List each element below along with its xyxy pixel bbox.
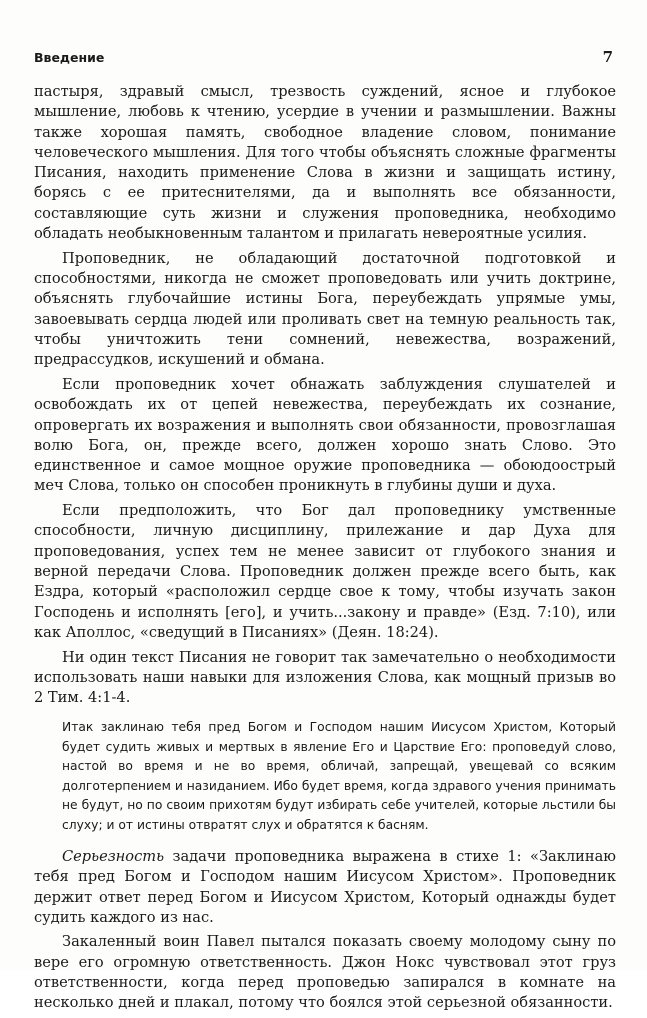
paragraph-1: пастыря, здравый смысл, трезвость суждений, ясное и глубокое мышление, любовь к чтению, усердие в учении и размышлении. Важны также хорошая память, свободное владение словом, понимание человеческого мышления. Для того чтобы объяснять сложные фрагменты Писания, находить применение Слова в жизни и защищать истину, борясь с ее притеснителями, да и выполнять все обязанности, составляющие суть жизни и служения проповедника, необходимо обладать необыкновенным талантом и прилагать невероятные усилия. <box>34 83 616 243</box>
body-text <box>34 82 616 1018</box>
scripture-quote: Итак заклинаю тебя пред Богом и Господом нашим Иисусом Христом, Который будет судить живых и мертвых в явление Его и Царствие Его: проповедуй слово, настой во время и не во время, обличай, запрещай, увещевай со всяким долготерпением и назиданием. Ибо будет время, когда здравого учения принимать не будут, но по своим прихотям будут избирать себе учителей, которые льстили бы слуху; и от истины отвратят слух и обратятся к басням. <box>62 720 616 832</box>
emphasis-seriousness: Серьезность <box>62 847 165 865</box>
paragraph-2: Проповедник, не обладающий достаточной подготовкой и способностями, никогда не сможет проповедовать или учить доктрине, объяснять глубочайшие истины Бога, переубеждать упрямые умы, завоевывать сердца людей или проливать свет на темную реальность так, чтобы уничтожить тени сомнений, невежества, возражений, предрассудков, искушений и обмана. <box>34 249 616 369</box>
running-header <box>34 48 613 68</box>
paragraph-4: Если предположить, что Бог дал проповеднику умственные способности, личную дисциплину, прилежание и дар Духа для проповедования, успех тем не менее зависит от глубокого знания и верной передачи Слова. Проповедник должен прежде всего быть, как Ездра, который «расположил сердце свое к тому, чтобы изучать закон Господень и исполнять [его], и учить...закону и правде» (Езд. 7:10), или как Аполлос, «сведущий в Писаниях» (Деян. 18:24). <box>34 502 616 641</box>
paragraph-3: Если проповедник хочет обнажать заблуждения слушателей и освобождать их от цепей невежества, переубеждать их сознание, опровергать их возражения и выполнять свои обязанности, провозглашая волю Бога, он, прежде всего, должен хорошо знать Слово. Это единственное и самое мощное оружие проповедника — обоюдоострый меч Слова, только он способен проникнуть в глубины души и духа. <box>34 375 616 495</box>
paragraph-6-text: задачи проповедника выражена в стихе 1: «Заклинаю тебя пред Богом и Господом нашим Иисусом Христом». Проповедник держит ответ перед Богом и Иисусом Христом, Который однажды будет судить каждого из нас. <box>34 847 616 926</box>
section-title: Введение <box>34 50 105 65</box>
page-number: 7 <box>602 48 613 66</box>
paragraph-7: Закаленный воин Павел пытался показать своему молодому сыну по вере его огромную ответственность. Джон Нокс чувствовал этот груз ответственности, когда перед проповедью запирался в комнате на несколько дней и плакал, потому что боялся этой серьезной обязанности. <box>34 933 616 1012</box>
paragraph-5: Ни один текст Писания не говорит так замечательно о необходимости использовать наши навыки для изложения Слова, как мощный призыв во 2 Тим. 4:1-4. <box>34 648 616 707</box>
paragraph-6 <box>34 847 616 928</box>
